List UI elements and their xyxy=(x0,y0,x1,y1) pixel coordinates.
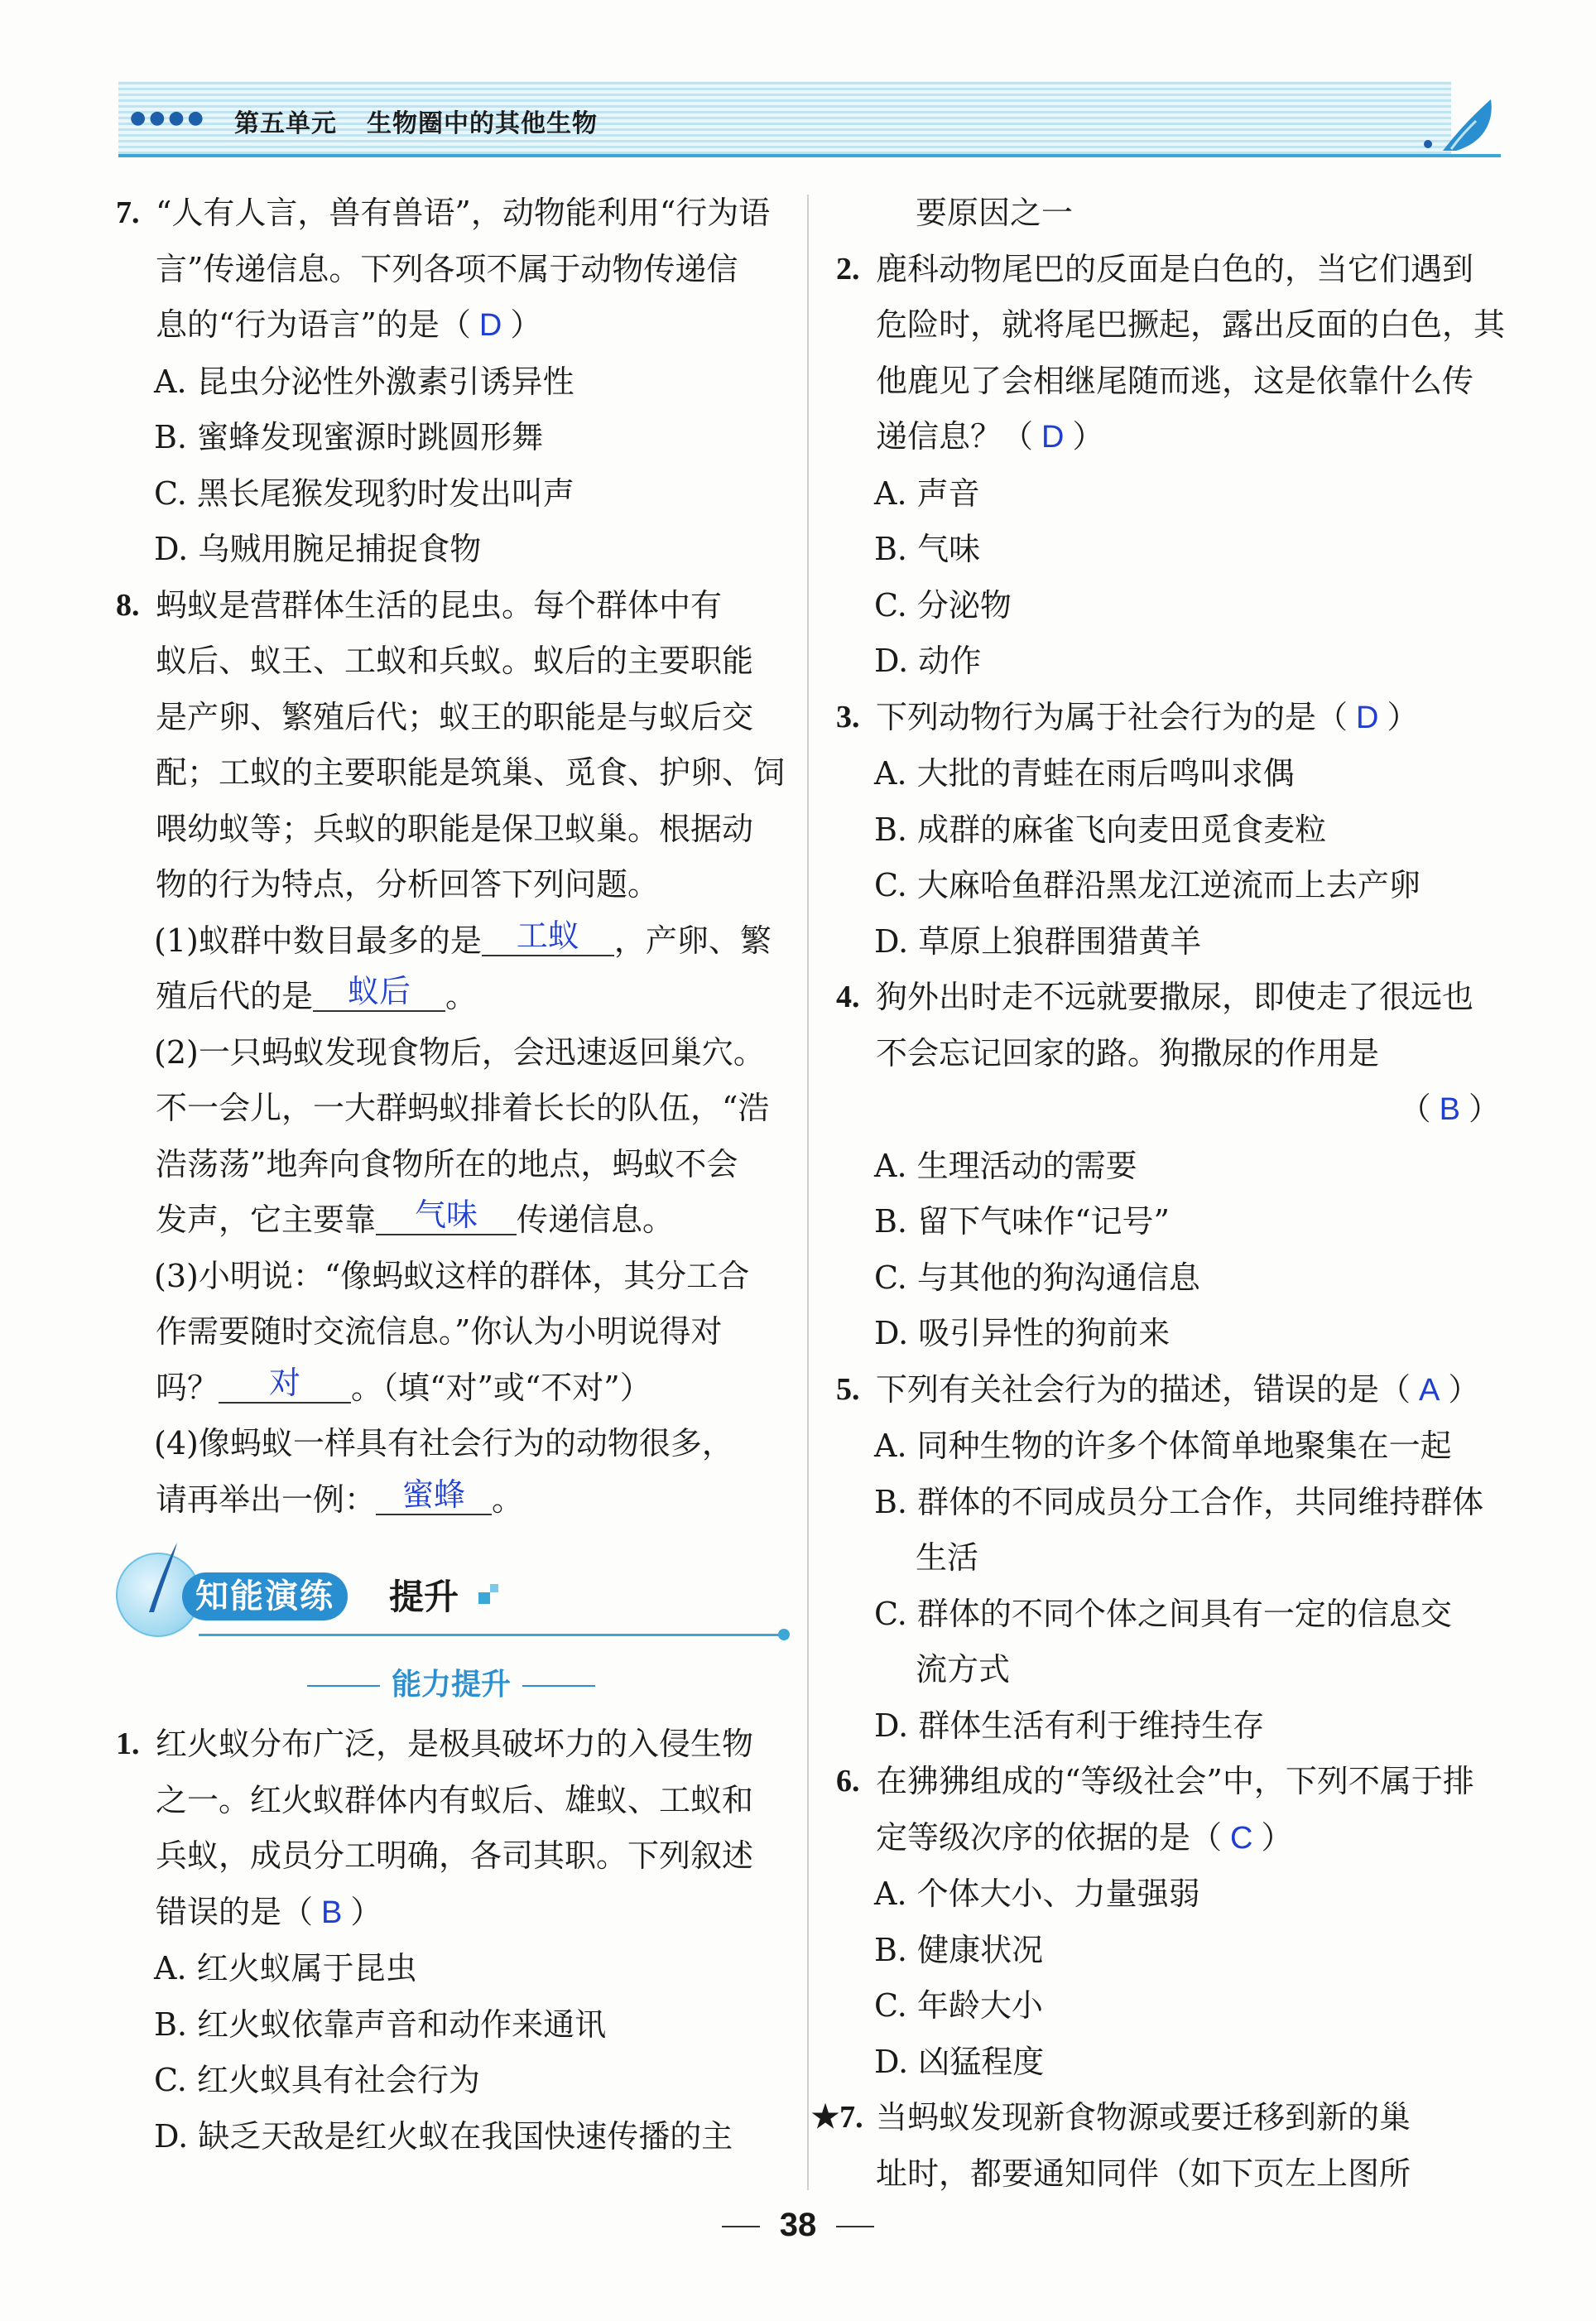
question-7-star xyxy=(811,2090,1507,2202)
option: D. 乌贼用腕足捕捉食物 xyxy=(154,531,482,567)
unit-topic: 生物圈中的其他生物 xyxy=(367,109,598,138)
answer-mark: D xyxy=(1041,420,1065,455)
answer-mark: A xyxy=(1419,1372,1440,1408)
question-text: 配；工蚁的主要职能是筑巢、觅食、护卵、饲 xyxy=(156,754,786,791)
option-continuation: 要原因之一 xyxy=(916,195,1074,231)
sub-question-2-text: 不一会儿，一大群蚂蚁排着长长的队伍，“浩 xyxy=(156,1090,770,1126)
question-text: 狗外出时走不远就要撒尿，即使走了很远也 xyxy=(876,979,1474,1015)
question-text: 当蚂蚁发现新食物源或要迁移到新的巢 xyxy=(876,2099,1411,2136)
question-number: 8. xyxy=(116,587,140,623)
question-number: 6. xyxy=(836,1764,860,1799)
option: B. 成群的麻雀飞向麦田觅食麦粒 xyxy=(874,811,1327,848)
option: A. 个体大小、力量强弱 xyxy=(874,1876,1200,1912)
answer-blank: 工蚁 xyxy=(482,917,614,956)
question-text: 错误的是（ B ） xyxy=(156,1893,382,1930)
question-text: 之一。红火蚁群体内有蚁后、雄蚁、工蚁和 xyxy=(156,1781,754,1818)
page-number: 38 xyxy=(779,2207,817,2243)
unit-label: 第五单元 xyxy=(234,109,337,138)
answer-blank: 蚁后 xyxy=(313,972,445,1012)
option: D. 凶猛程度 xyxy=(874,2043,1045,2080)
question-number: 5. xyxy=(836,1371,860,1407)
decor-square xyxy=(478,1592,490,1604)
option: C. 年龄大小 xyxy=(874,1987,1043,2024)
option: B. 红火蚁依靠声音和动作来通讯 xyxy=(154,2006,607,2043)
option: D. 缺乏天敌是红火蚁在我国快速传播的主 xyxy=(154,2117,733,2155)
question-2 xyxy=(836,242,1507,466)
question-text: 是产卵、繁殖后代；蚁王的职能是与蚁后交 xyxy=(156,698,754,735)
option: B. 留下气味作“记号” xyxy=(874,1203,1170,1240)
sub-question-2-text: 发声，它主要靠 气味 传递信息。 xyxy=(156,1197,675,1238)
sub-question-4: (4)像蚂蚁一样具有社会行为的动物很多， xyxy=(154,1425,733,1461)
page-header xyxy=(118,81,1501,157)
question-text: 危险时，就将尾巴撅起，露出反面的白色，其 xyxy=(876,306,1506,343)
question-text: 不会忘记回家的路。狗撒尿的作用是 xyxy=(876,1034,1380,1071)
left-column xyxy=(116,185,786,2165)
sub-question-3: (3)小明说：“像蚂蚁这样的群体，其分工合 xyxy=(154,1257,750,1294)
question-text: 鹿科动物尾巴的反面是白色的，当它们遇到 xyxy=(876,250,1474,287)
decor-square xyxy=(490,1584,498,1592)
section-title-suffix: 提升 xyxy=(389,1577,459,1617)
header-title xyxy=(234,103,627,139)
option: B. 群体的不同成员分工合作，共同维持群体 xyxy=(874,1483,1484,1520)
option: D. 吸引异性的狗前来 xyxy=(874,1315,1171,1351)
option: C. 群体的不同个体之间具有一定的信息交 xyxy=(874,1595,1452,1632)
answer-mark: D xyxy=(1356,700,1379,735)
option: A. 红火蚁属于昆虫 xyxy=(154,1950,417,1986)
question-number: 2. xyxy=(836,251,860,287)
sub-question-2: (2)一只蚂蚁发现食物后，会迅速返回巢穴。 xyxy=(154,1033,765,1071)
question-4 xyxy=(836,970,1507,1081)
question-text: 址时，都要通知同伴（如下页左上图所 xyxy=(876,2155,1411,2192)
banner-dot xyxy=(778,1629,790,1640)
question-text: 言”传递信息。下列各项不属于动物传递信 xyxy=(156,250,738,287)
option: B. 蜜蜂发现蜜源时跳圆形舞 xyxy=(154,419,544,455)
question-7 xyxy=(116,185,786,354)
question-text: 下列动物行为属于社会行为的是（ D ） xyxy=(876,698,1419,735)
sub-question-1: (1)蚁群中数目最多的是 工蚁 ，产卵、繁 xyxy=(154,917,772,959)
answer-mark: B xyxy=(321,1895,343,1930)
sub-question-3-text: 作需要随时交流信息。”你认为小明说得对 xyxy=(156,1313,723,1350)
header-rule xyxy=(118,154,1501,157)
header-dots-icon: ●●●● xyxy=(130,108,207,128)
answer-blank: 气味 xyxy=(376,1196,517,1235)
right-column xyxy=(811,185,1507,2202)
option: A. 同种生物的许多个体简单地聚集在一起 xyxy=(874,1428,1452,1464)
question-3 xyxy=(836,690,1507,747)
question-number: ★7. xyxy=(811,2100,863,2135)
pen-icon xyxy=(144,1541,180,1616)
question-number: 3. xyxy=(836,699,860,734)
option: C. 分泌物 xyxy=(874,586,1012,624)
sub-question-4-text: 请再举出一例： 蜜蜂 。 xyxy=(156,1476,524,1518)
question-text: 蚁后、蚁王、工蚁和兵蚁。蚁后的主要职能 xyxy=(156,643,754,679)
question-5 xyxy=(836,1362,1507,1419)
option: D. 动作 xyxy=(874,643,982,679)
question-text: 下列有关社会行为的描述，错误的是（ A ） xyxy=(876,1370,1480,1408)
question-number: 7. xyxy=(116,195,140,230)
sub-question-2-text: 浩荡荡”地奔向食物所在的地点，蚂蚁不会 xyxy=(156,1145,738,1182)
option: C. 红火蚁具有社会行为 xyxy=(154,2062,480,2098)
answer-mark: B xyxy=(1439,1092,1460,1127)
question-text: 在狒狒组成的“等级社会”中，下列不属于排 xyxy=(876,1763,1474,1799)
banner-rule xyxy=(199,1634,782,1636)
option: A. 声音 xyxy=(874,474,980,512)
question-number: 1. xyxy=(116,1726,140,1761)
question-text: 红火蚁分布广泛，是极具破坏力的入侵生物 xyxy=(156,1726,754,1762)
leaf-icon xyxy=(1418,96,1501,154)
question-text: 蚂蚁是营群体生活的昆虫。每个群体中有 xyxy=(156,586,723,624)
question-text: 定等级次序的依据的是（ C ） xyxy=(876,1818,1293,1856)
answer-bracket: （ B ） xyxy=(1399,1091,1500,1127)
option: B. 气味 xyxy=(874,531,981,567)
question-text: 喂幼蚁等；兵蚁的职能是保卫蚁巢。根据动 xyxy=(156,810,754,847)
question-6 xyxy=(836,1754,1507,1866)
option: A. 大批的青蛙在雨后鸣叫求偶 xyxy=(874,755,1295,792)
question-text: 他鹿见了会相继尾随而逃，这是依靠什么传 xyxy=(876,362,1474,399)
answer-blank: 对 xyxy=(219,1364,351,1404)
answer-mark: C xyxy=(1230,1820,1253,1856)
question-1 xyxy=(116,1717,786,1941)
question-8 xyxy=(116,578,786,913)
option: D. 群体生活有利于维持生存 xyxy=(874,1707,1265,1744)
column-divider xyxy=(807,195,809,2190)
question-text: “人有人言，兽有兽语”，动物能利用“行为语 xyxy=(156,195,771,231)
option: C. 大麻哈鱼群沿黑龙江逆流而上去产卵 xyxy=(874,867,1421,903)
sub-question-1-cont: 殖后代的是 蚁后 。 xyxy=(156,973,478,1014)
question-text: 兵蚁，成员分工明确，各司其职。下列叙述 xyxy=(156,1837,754,1874)
section-title: 知能演练 xyxy=(182,1572,348,1620)
option: A. 生理活动的需要 xyxy=(874,1147,1137,1184)
subsection-heading: 能力提升 xyxy=(116,1654,786,1717)
option: A. 昆虫分泌性外激素引诱异性 xyxy=(154,363,574,400)
option: B. 健康状况 xyxy=(874,1931,1044,1968)
page-footer xyxy=(0,2207,1596,2244)
question-text: 息的“行为语言”的是（ D ） xyxy=(156,306,542,343)
option: C. 与其他的狗沟通信息 xyxy=(874,1259,1200,1296)
answer-blank: 蜜蜂 xyxy=(376,1476,492,1515)
question-text: 递信息？（ D ） xyxy=(876,418,1104,455)
section-banner xyxy=(116,1546,786,1654)
question-number: 4. xyxy=(836,980,860,1014)
question-text: 物的行为特点，分析回答下列问题。 xyxy=(156,866,660,903)
option: D. 草原上狼群围猎黄羊 xyxy=(874,922,1202,960)
option: C. 黑长尾猴发现豹时发出叫声 xyxy=(154,474,574,512)
sub-question-3-text: 吗？ 对 。（填“对”或“不对”） xyxy=(156,1364,651,1406)
answer-mark: D xyxy=(478,308,502,343)
option-continuation: 生活 xyxy=(916,1539,979,1576)
option-continuation: 流方式 xyxy=(916,1651,1011,1688)
